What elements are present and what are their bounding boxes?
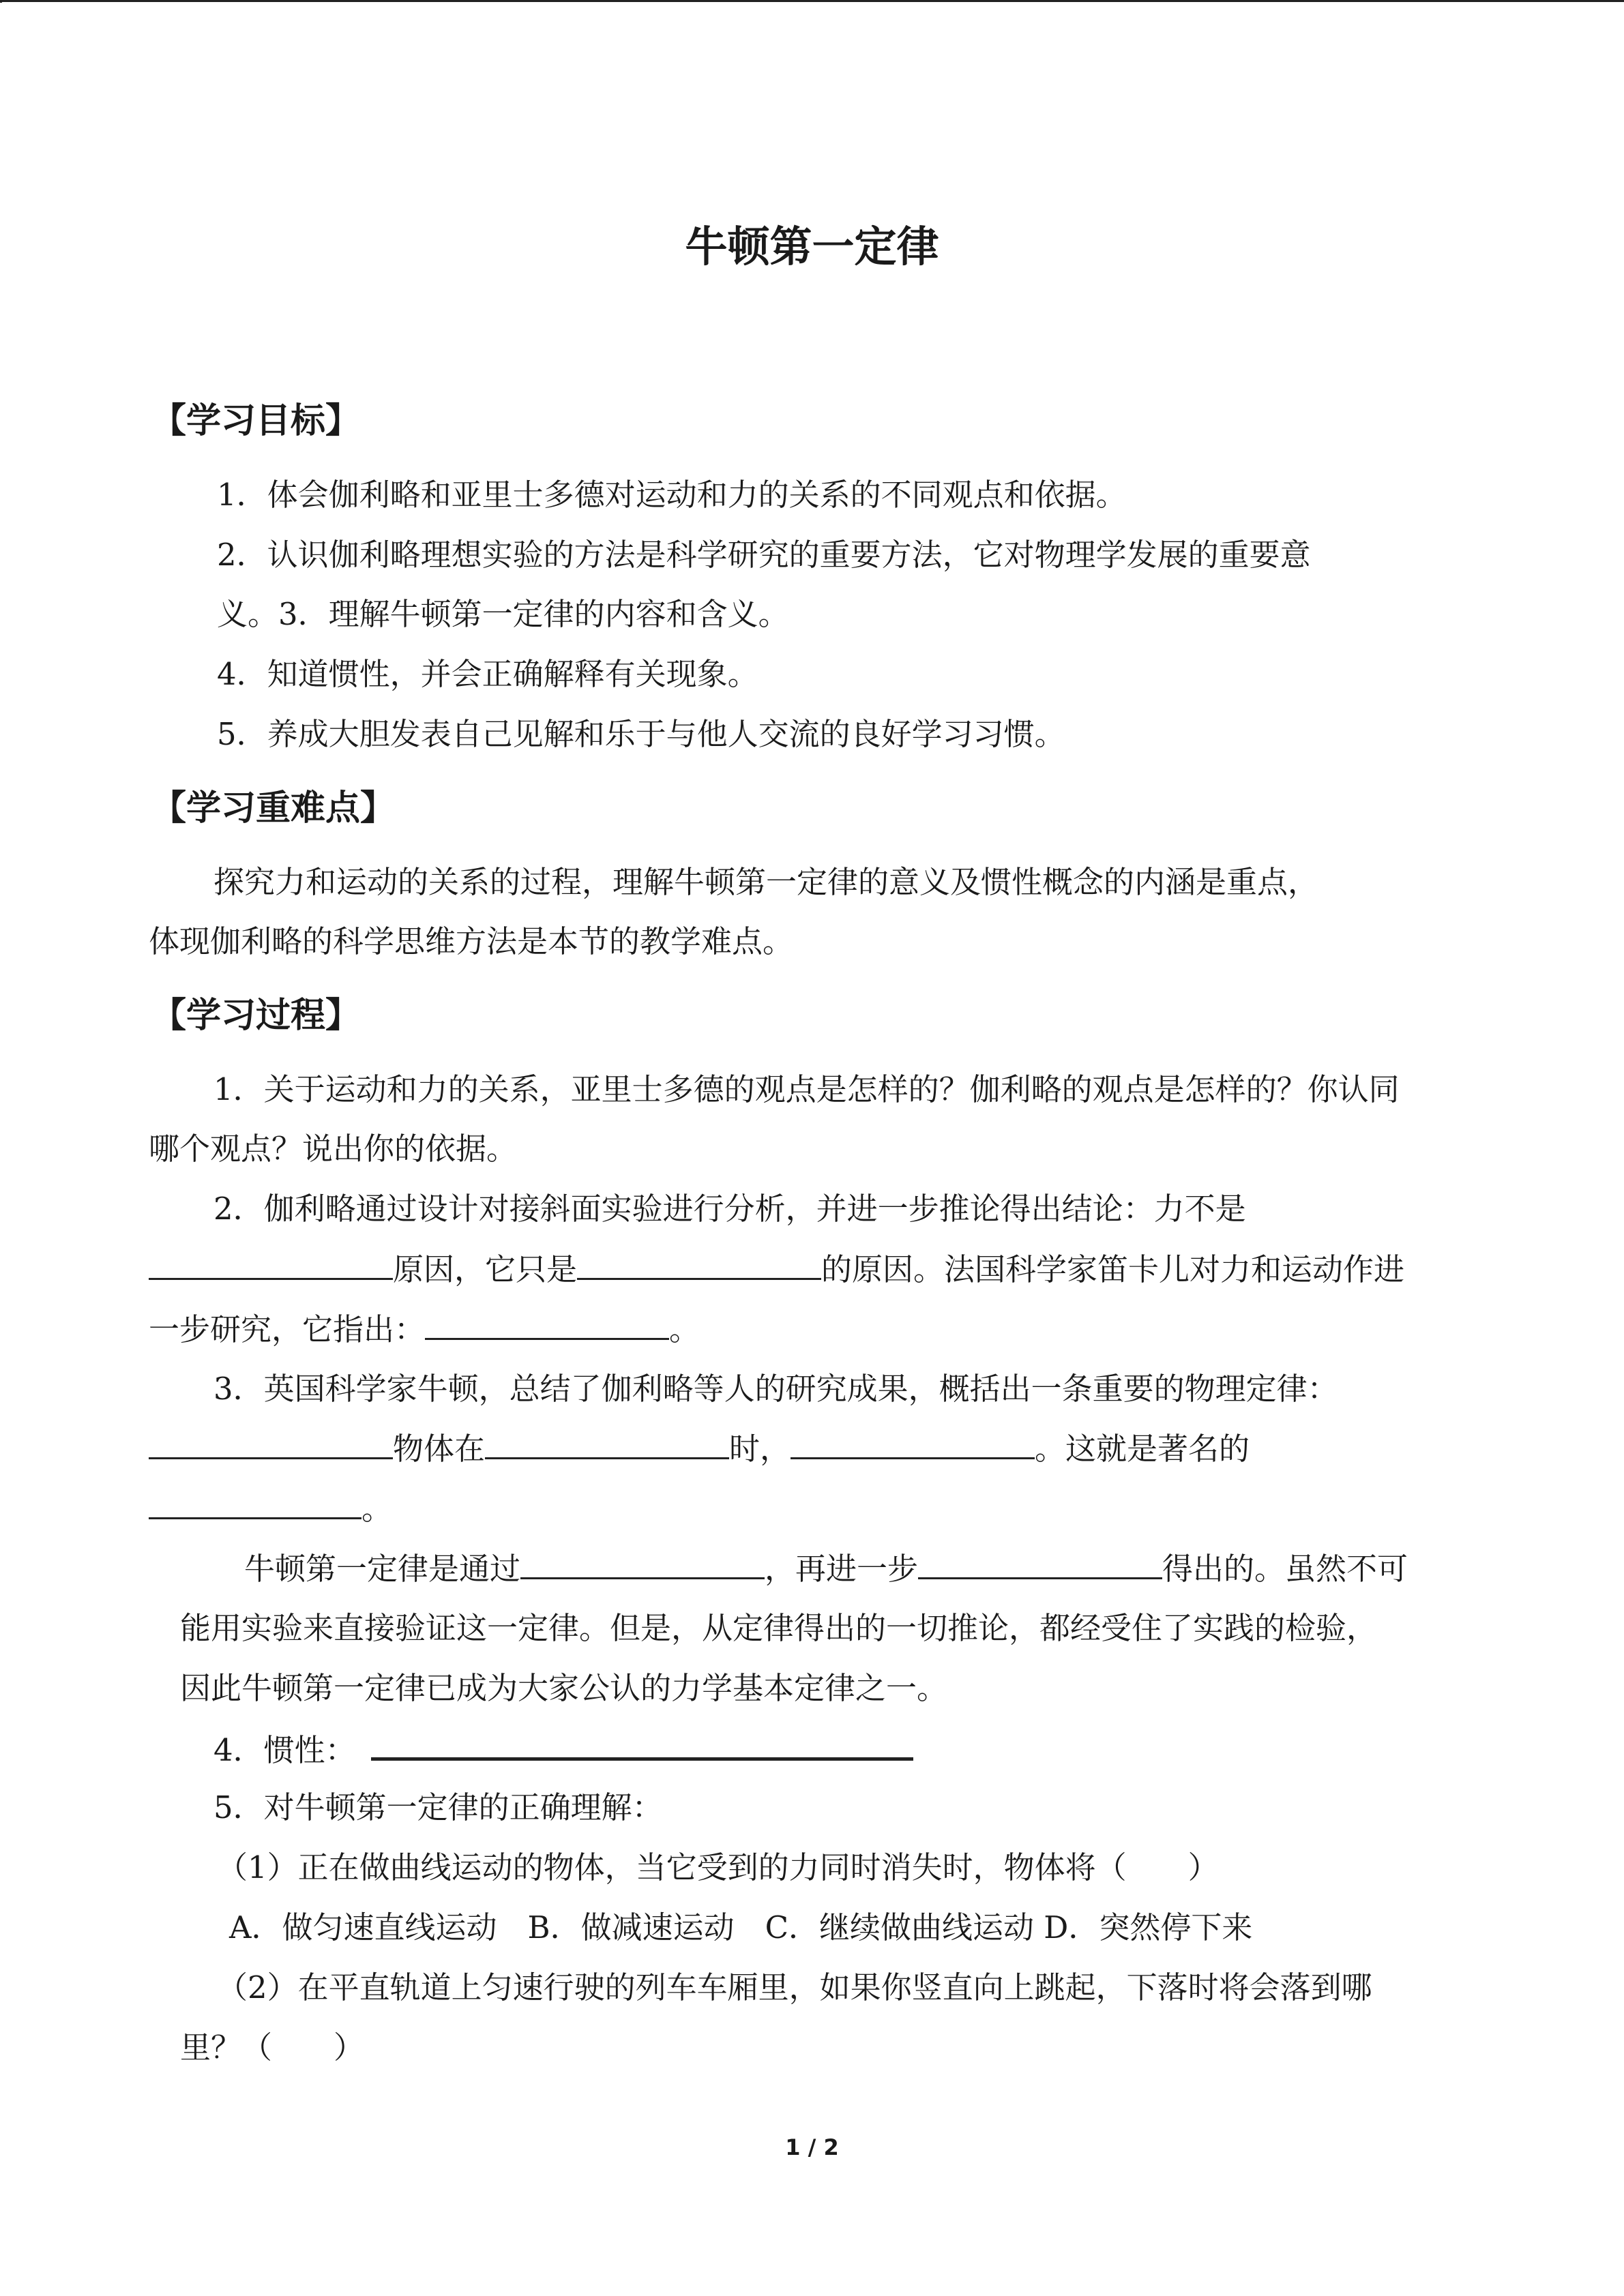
answer-blank[interactable] bbox=[149, 1493, 361, 1519]
question-5-2-cont: 里？（ ） bbox=[180, 2029, 365, 2066]
page-border bbox=[0, 0, 1624, 3]
section-heading-keypoints: 【学习重难点】 bbox=[151, 788, 396, 829]
question-3-line-4 bbox=[244, 1551, 1408, 1587]
answer-blank[interactable] bbox=[577, 1253, 821, 1280]
objective-1: 1．体会伽利略和亚里士多德对运动和力的关系的不同观点和依据。 bbox=[217, 477, 1127, 513]
objective-2: 2．认识伽利略理想实验的方法是科学研究的重要方法，它对物理学发展的重要意 bbox=[217, 537, 1311, 573]
answer-blank[interactable] bbox=[791, 1433, 1035, 1459]
answer-blank[interactable] bbox=[918, 1553, 1162, 1579]
objective-5: 5．养成大胆发表自己见解和乐于与他人交流的良好学习习惯。 bbox=[217, 716, 1065, 752]
question-3-line-2 bbox=[149, 1431, 1250, 1467]
section-heading-objectives: 【学习目标】 bbox=[151, 401, 361, 441]
question-3-line-5: 能用实验来直接验证这一定律。但是，从定律得出的一切推论，都经受住了实践的检验， bbox=[180, 1610, 1378, 1646]
answer-blank[interactable] bbox=[371, 1733, 913, 1761]
text-fragment: 。这就是著名的 bbox=[1035, 1431, 1250, 1467]
question-3: 3．英国科学家牛顿，总结了伽利略等人的研究成果，概括出一条重要的物理定律： bbox=[213, 1371, 1338, 1407]
keypoints-line-2: 体现伽利略的科学思维方法是本节的教学难点。 bbox=[149, 923, 794, 959]
question-3-line-3 bbox=[149, 1491, 393, 1527]
page-number: 1 / 2 bbox=[785, 2134, 839, 2160]
question-5-2: （2）在平直轨道上匀速行驶的列车车厢里，如果你竖直向上跳起，下落时将会落到哪 bbox=[217, 1969, 1372, 2006]
answer-blank[interactable] bbox=[425, 1313, 669, 1340]
question-2-line-3 bbox=[149, 1313, 700, 1345]
text-fragment: ，再进一步 bbox=[765, 1551, 919, 1587]
question-2: 2．伽利略通过设计对接斜面实验进行分析，并进一步推论得出结论：力不是 bbox=[213, 1191, 1246, 1227]
text-fragment: 牛顿第一定律是通过 bbox=[244, 1551, 521, 1587]
question-2-line-2 bbox=[149, 1253, 1404, 1285]
text-fragment: 的原因。法国科学家笛卡儿对力和运动作进 bbox=[821, 1251, 1405, 1287]
text-fragment: 时， bbox=[729, 1431, 791, 1467]
text-fragment: 物体在 bbox=[393, 1431, 486, 1467]
question-1: 1．关于运动和力的关系，亚里士多德的观点是怎样的？伽利略的观点是怎样的？你认同 bbox=[213, 1071, 1400, 1107]
question-5-1-options: A．做匀速直线运动 B．做减速运动 C．继续做曲线运动 D．突然停下来 bbox=[229, 1909, 1253, 1945]
objective-4: 4．知道惯性，并会正确解释有关现象。 bbox=[217, 656, 758, 692]
text-fragment: 一步研究，它指出： bbox=[149, 1311, 426, 1347]
question-5-1: （1）正在做曲线运动的物体，当它受到的力同时消失时，物体将（ ） bbox=[217, 1849, 1219, 1885]
answer-blank[interactable] bbox=[149, 1433, 393, 1459]
page-title: 牛顿第一定律 bbox=[685, 222, 939, 271]
answer-blank[interactable] bbox=[485, 1433, 729, 1459]
text-fragment: 4．惯性： bbox=[213, 1732, 356, 1768]
keypoints-line-1: 探究力和运动的关系的过程，理解牛顿第一定律的意义及惯性概念的内涵是重点， bbox=[213, 864, 1319, 900]
section-heading-process: 【学习过程】 bbox=[151, 996, 361, 1036]
question-5: 5．对牛顿第一定律的正确理解： bbox=[213, 1789, 663, 1825]
question-1-cont: 哪个观点？说出你的依据。 bbox=[149, 1131, 518, 1167]
answer-blank[interactable] bbox=[520, 1553, 765, 1579]
question-4 bbox=[213, 1732, 913, 1768]
text-fragment: 原因，它只是 bbox=[393, 1251, 578, 1287]
text-fragment: 得出的。虽然不可 bbox=[1162, 1551, 1408, 1587]
text-fragment: 。 bbox=[669, 1311, 700, 1347]
question-3-line-6: 因此牛顿第一定律已成为大家公认的力学基本定律之一。 bbox=[180, 1670, 948, 1706]
text-fragment: 。 bbox=[361, 1491, 393, 1527]
answer-blank[interactable] bbox=[149, 1253, 393, 1280]
objective-2-cont: 义。3．理解牛顿第一定律的内容和含义。 bbox=[217, 596, 789, 632]
